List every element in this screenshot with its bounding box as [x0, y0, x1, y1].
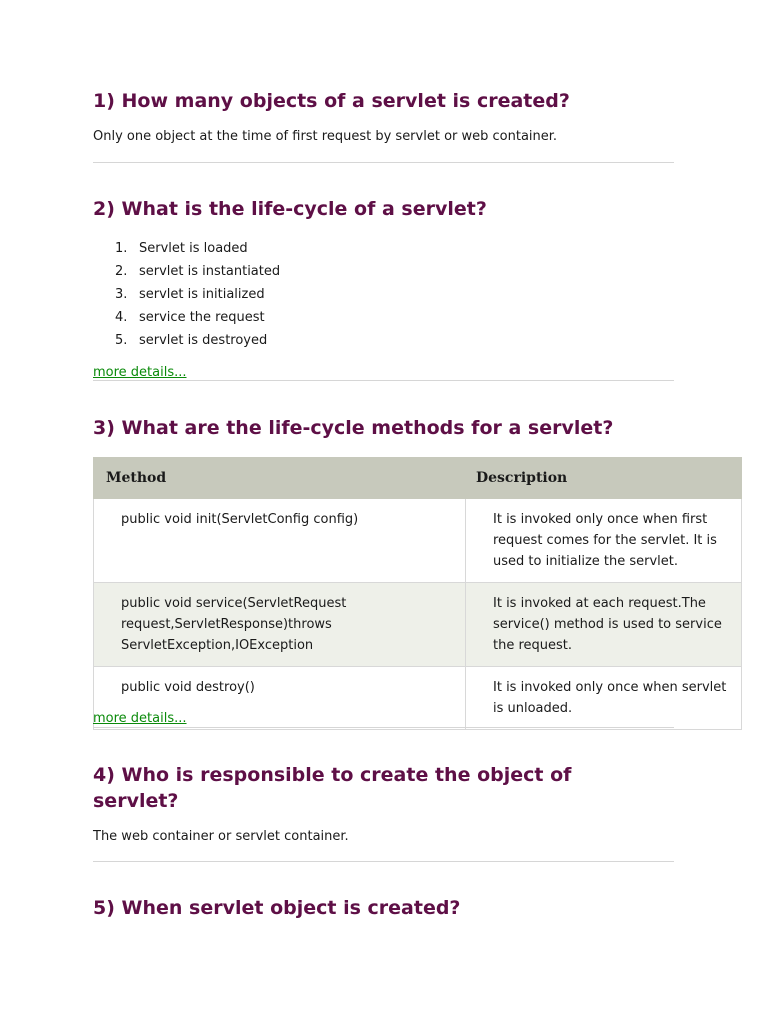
list-item	[93, 263, 280, 286]
list-item-number: 5.	[115, 333, 128, 348]
question-1-heading: 1) How many objects of a servlet is created?	[93, 90, 570, 112]
method-cell: public void service(ServletRequest request,ServletResponse)throws ServletException,IOException	[94, 583, 466, 667]
list-item-number: 1.	[115, 241, 128, 256]
table-row	[94, 583, 742, 667]
divider	[93, 861, 674, 862]
column-header-description: Description	[466, 458, 742, 499]
question-5-heading: 5) When servlet object is created?	[93, 897, 461, 919]
question-4-answer: The web container or servlet container.	[93, 829, 349, 844]
list-item-text: Servlet is loaded	[139, 241, 248, 256]
divider	[93, 380, 674, 381]
lifecycle-steps-list	[93, 240, 280, 355]
table-header-row	[94, 458, 742, 499]
column-header-method: Method	[94, 458, 466, 499]
question-4-heading: 4) Who is responsible to create the object of servlet?	[93, 764, 572, 812]
more-details-link[interactable]: more details...	[93, 711, 187, 726]
description-cell: It is invoked at each request.The service() method is used to service the request.	[466, 583, 742, 667]
list-item	[93, 240, 280, 263]
question-3-heading: 3) What are the life-cycle methods for a servlet?	[93, 417, 614, 439]
list-item-number: 3.	[115, 287, 128, 302]
method-cell: public void init(ServletConfig config)	[94, 499, 466, 583]
list-item-text: servlet is instantiated	[139, 264, 281, 279]
list-item-text: service the request	[139, 310, 265, 325]
list-item-number: 4.	[115, 310, 128, 325]
method-cell: public void destroy()	[94, 667, 466, 730]
list-item	[93, 286, 280, 309]
question-2-heading: 2) What is the life-cycle of a servlet?	[93, 198, 487, 220]
description-cell: It is invoked only once when servlet is unloaded.	[466, 667, 742, 730]
list-item-text: servlet is initialized	[139, 287, 265, 302]
list-item	[93, 332, 280, 355]
divider	[93, 727, 674, 728]
divider	[93, 162, 674, 163]
table-row	[94, 499, 742, 583]
description-cell: It is invoked only once when first request comes for the servlet. It is used to initialize the servlet.	[466, 499, 742, 583]
table-row	[94, 667, 742, 730]
more-details-link[interactable]: more details...	[93, 365, 187, 380]
lifecycle-methods-table	[93, 457, 742, 730]
list-item-number: 2.	[115, 264, 128, 279]
list-item	[93, 309, 280, 332]
question-1-answer: Only one object at the time of first request by servlet or web container.	[93, 129, 558, 144]
list-item-text: servlet is destroyed	[139, 333, 268, 348]
